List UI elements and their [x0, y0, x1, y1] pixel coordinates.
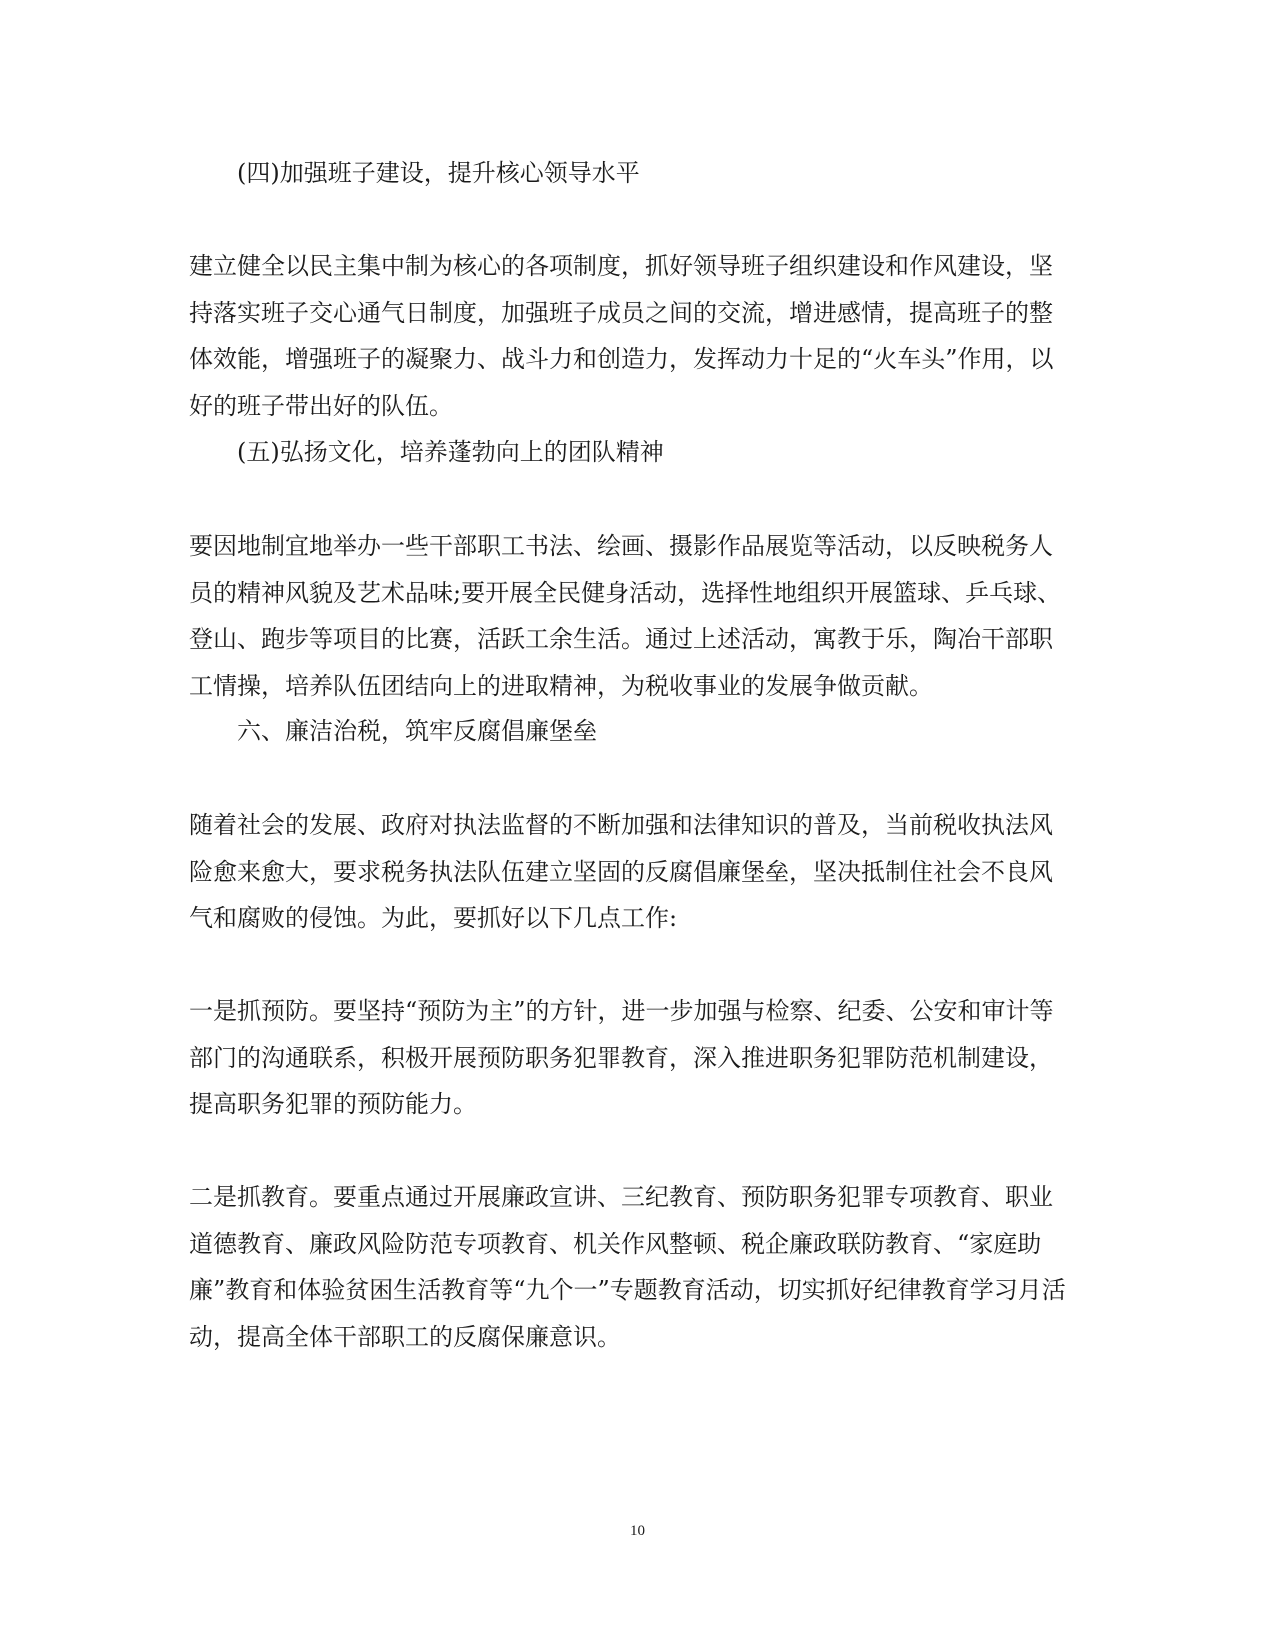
page-number: 10: [630, 1523, 645, 1539]
section-heading-five: (五)弘扬文化，培养蓬勃向上的团队精神: [237, 438, 664, 466]
paragraph-prevention: 一是抓预防。要坚持“预防为主”的方针，进一步加强与检察、纪委、公安和审计等部门的沟通联系，积极开展预防职务犯罪教育，深入推进职务犯罪防范机制建设，提高职务犯罪的预防能力。: [189, 997, 1054, 1118]
paragraph-culture-activities: 要因地制宜地举办一些干部职工书法、绘画、摄影作品展览等活动，以反映税务人员的精神风貌及艺术品味;要开展全民健身活动，选择性地组织开展篮球、乒乓球、登山、跑步等项目的比赛，活跃工余生活。通过上述活动，寓教于乐，陶冶干部职工情操，培养队伍团结向上的进取精神，为税收事业的发展争做贡献。: [189, 532, 1062, 700]
paragraph-anti-corruption-intro: 随着社会的发展、政府对执法监督的不断加强和法律知识的普及，当前税收执法风险愈来愈大，要求税务执法队伍建立坚固的反腐倡廉堡垒，坚决抵制住社会不良风气和腐败的侵蚀。为此，要抓好以下几点工作:: [189, 811, 1053, 932]
section-heading-four: (四)加强班子建设，提升核心领导水平: [237, 159, 640, 187]
section-heading-six: 六、廉洁治税，筑牢反腐倡廉堡垒: [237, 717, 597, 745]
paragraph-education: 二是抓教育。要重点通过开展廉政宣讲、三纪教育、预防职务犯罪专项教育、职业道德教育、廉政风险防范专项教育、机关作风整顿、税企廉政联防教育、“家庭助廉”教育和体验贫困生活教育等“九个一”专题教育活动，切实抓好纪律教育学习月活动，提高全体干部职工的反腐保廉意识。: [189, 1183, 1066, 1351]
paragraph-team-building: 建立健全以民主集中制为核心的各项制度，抓好领导班子组织建设和作风建设，坚持落实班子交心通气日制度，加强班子成员之间的交流，增进感情，提高班子的整体效能，增强班子的凝聚力、战斗力和创造力，发挥动力十足的“火车头”作用，以好的班子带出好的队伍。: [189, 252, 1054, 420]
